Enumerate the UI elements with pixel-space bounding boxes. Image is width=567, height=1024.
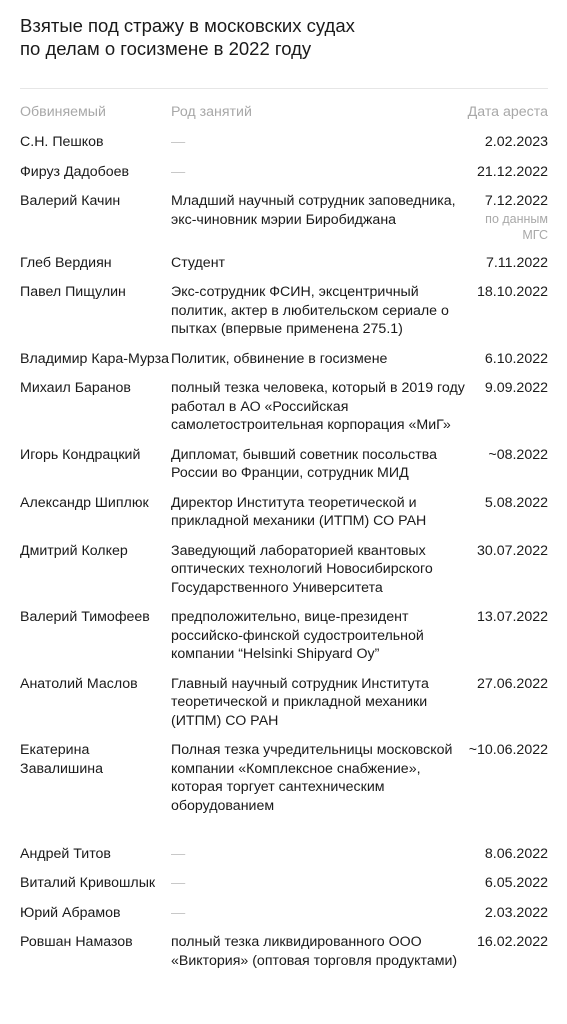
table-row xyxy=(20,248,548,278)
arrest-date: 6.05.2022 xyxy=(484,875,548,891)
arrest-date: 7.12.2022 xyxy=(484,193,548,209)
arrest-date: 18.10.2022 xyxy=(476,284,548,300)
table-row xyxy=(20,603,548,670)
arrest-date: 2.03.2022 xyxy=(484,904,548,921)
table-row xyxy=(20,344,548,374)
occupation-cell: полный тезка человека, который в 2019 году работал в АО «Российская самолетостроительная корпорация «МиГ» xyxy=(171,380,465,433)
occupation-cell: Директор Института теоретической и прикладной механики (ИТПМ) СО РАН xyxy=(171,494,427,529)
table-row xyxy=(20,128,548,158)
arrest-date: 16.02.2022 xyxy=(476,934,548,950)
title-divider xyxy=(20,88,548,89)
occupation-cell: полный тезка ликвидированного ООО «Виктория» (оптовая торговля продуктами) xyxy=(171,934,458,969)
defendant-name: Валерий Тимофеев xyxy=(20,609,150,625)
defendant-name: Анатолий Маслов xyxy=(20,675,138,692)
arrest-date: 7.11.2022 xyxy=(485,254,548,271)
occupation-cell: предположительно, вице-президент российско-финской судостроительной компании “Helsinki Shipyard Oy” xyxy=(171,609,424,662)
occupation-cell: Младший научный сотрудник заповедника, экс-чиновник мэрии Биробиджана xyxy=(171,193,456,228)
defendant-name: Екатерина Завалишина xyxy=(20,742,103,777)
occupation-cell: Дипломат, бывший советник посольства России во Франции, сотрудник МИД xyxy=(171,446,437,481)
arrest-date: 8.06.2022 xyxy=(484,845,548,862)
arrest-date: 6.10.2022 xyxy=(484,350,548,367)
defendant-name: Фируз Дадобоев xyxy=(20,163,130,180)
arrest-date: 2.02.2023 xyxy=(484,134,548,150)
occupation-cell: Полная тезка учредительницы московской компании «Комплексное снабжение», которая торгует сантехническим оборудованием xyxy=(171,742,453,814)
table-row xyxy=(20,839,548,869)
arrest-date: 5.08.2022 xyxy=(484,494,548,511)
date-source-note: по данным МГС xyxy=(485,211,548,242)
occupation-cell: — xyxy=(171,134,186,150)
table-row xyxy=(20,488,548,536)
occupation-cell: Студент xyxy=(171,254,226,271)
defendant-name: Глеб Вердиян xyxy=(20,254,112,271)
occupation-cell: — xyxy=(171,163,186,180)
defendant-name: Дмитрий Колкер xyxy=(20,542,128,559)
defendant-name: Ровшан Намазов xyxy=(20,934,133,950)
arrest-date: 9.09.2022 xyxy=(484,380,548,396)
arrest-date: 13.07.2022 xyxy=(476,609,548,625)
table-row xyxy=(20,669,548,736)
arrest-date: ~10.06.2022 xyxy=(468,742,548,758)
defendant-name: Владимир Кара-Мурза xyxy=(20,350,170,367)
occupation-cell: — xyxy=(171,845,186,862)
occupation-cell: — xyxy=(171,904,186,921)
table-row xyxy=(20,928,548,976)
table-row xyxy=(20,736,548,840)
occupation-cell: Заведующий лабораторией квантовых оптических технологий Новосибирского Государственного Университета xyxy=(171,542,433,596)
defendant-name: Валерий Качин xyxy=(20,193,121,209)
defendant-name: Павел Пищулин xyxy=(20,284,126,300)
table-row xyxy=(20,187,548,249)
defendant-name: Виталий Кривошлык xyxy=(20,875,156,891)
table-row xyxy=(20,374,548,441)
defendant-name: Михаил Баранов xyxy=(20,380,131,396)
occupation-cell: — xyxy=(171,875,186,891)
arrest-date-cell xyxy=(467,192,548,243)
arrest-date: 27.06.2022 xyxy=(476,675,548,692)
occupation-cell: Политик, обвинение в госизмене xyxy=(171,350,388,367)
table-row xyxy=(20,898,548,928)
table-row xyxy=(20,440,548,488)
header-name: Обвиняемый xyxy=(20,104,106,120)
defendant-name: Игорь Кондрацкий xyxy=(20,446,141,463)
header-occupation: Род занятий xyxy=(171,104,252,120)
table-row xyxy=(20,157,548,187)
defendant-name: Андрей Титов xyxy=(20,845,111,862)
occupation-cell: Главный научный сотрудник Института теоретической и прикладной механики (ИТПМ) СО РАН xyxy=(171,675,429,729)
defendant-name: С.Н. Пешков xyxy=(20,134,104,150)
arrest-date: 30.07.2022 xyxy=(476,542,548,559)
defendant-name: Юрий Абрамов xyxy=(20,904,121,921)
occupation-cell: Экс-сотрудник ФСИН, эксцентричный политик, актер в любительском сериале о пытках (впервые применена 275.1) xyxy=(171,284,449,337)
table-row xyxy=(20,536,548,603)
arrest-date: ~08.2022 xyxy=(488,446,548,463)
table-row xyxy=(20,278,548,345)
defendant-name: Александр Шиплюк xyxy=(20,494,149,511)
table-header-row xyxy=(20,103,548,128)
arrest-date: 21.12.2022 xyxy=(476,163,548,180)
table-title: Взятые под стражу в московских судах по делам о госизмене в 2022 году xyxy=(20,15,355,59)
table-row xyxy=(20,869,548,899)
header-date: Дата ареста xyxy=(467,104,548,120)
